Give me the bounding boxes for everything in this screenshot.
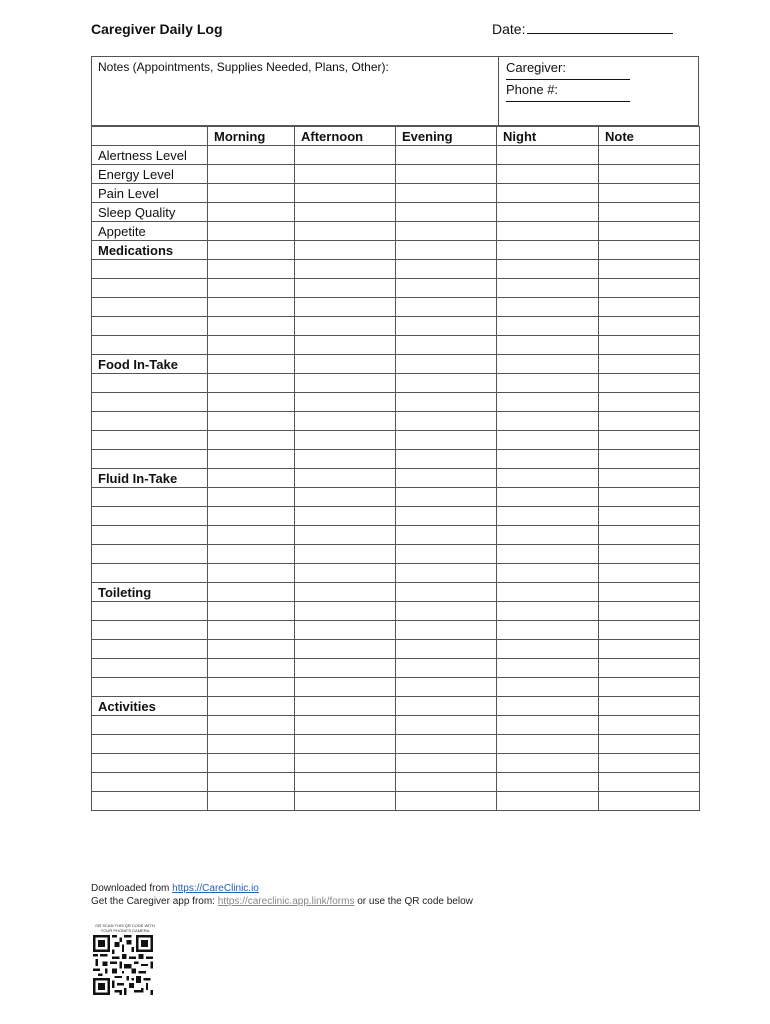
- entry-cell[interactable]: [599, 697, 700, 716]
- table-row: [92, 792, 700, 811]
- entry-cell[interactable]: [208, 526, 295, 545]
- table-row: [92, 374, 700, 393]
- entry-cell[interactable]: [295, 697, 396, 716]
- entry-cell[interactable]: [208, 621, 295, 640]
- entry-cell[interactable]: [208, 773, 295, 792]
- entry-cell[interactable]: [497, 621, 599, 640]
- entry-cell[interactable]: [396, 374, 497, 393]
- entry-cell[interactable]: [396, 203, 497, 222]
- entry-cell[interactable]: [295, 564, 396, 583]
- entry-cell[interactable]: [599, 298, 700, 317]
- entry-cell[interactable]: [396, 260, 497, 279]
- entry-cell[interactable]: [396, 393, 497, 412]
- table-row: [92, 716, 700, 735]
- entry-cell[interactable]: [599, 754, 700, 773]
- row-label-cell: Sleep Quality: [92, 203, 208, 222]
- entry-cell[interactable]: [295, 165, 396, 184]
- entry-cell[interactable]: [295, 317, 396, 336]
- table-row: [92, 602, 700, 621]
- qr-caption: OR SCAN THIS QR CODE WITH YOUR PHONE'S CAMERA: [95, 923, 155, 933]
- entry-cell[interactable]: [497, 450, 599, 469]
- entry-cell[interactable]: [208, 792, 295, 811]
- row-label-cell: Energy Level: [92, 165, 208, 184]
- entry-cell[interactable]: [396, 678, 497, 697]
- row-label-cell: Alertness Level: [92, 146, 208, 165]
- row-label-cell[interactable]: [92, 545, 208, 564]
- row-label-cell[interactable]: [92, 488, 208, 507]
- table-row: [92, 241, 700, 260]
- section-heading-cell: Fluid In-Take: [92, 469, 208, 488]
- table-row: [92, 507, 700, 526]
- entry-cell[interactable]: [497, 545, 599, 564]
- header-blank-cell: [92, 127, 208, 146]
- entry-cell[interactable]: [208, 754, 295, 773]
- entry-cell[interactable]: [599, 165, 700, 184]
- caregiver-label: Caregiver:: [506, 60, 566, 75]
- entry-cell[interactable]: [497, 507, 599, 526]
- entry-cell[interactable]: [396, 583, 497, 602]
- entry-cell[interactable]: [497, 146, 599, 165]
- entry-cell[interactable]: [599, 146, 700, 165]
- entry-cell[interactable]: [295, 602, 396, 621]
- table-row: [92, 640, 700, 659]
- entry-cell[interactable]: [208, 165, 295, 184]
- entry-cell[interactable]: [497, 165, 599, 184]
- row-label-cell[interactable]: [92, 260, 208, 279]
- entry-cell[interactable]: [599, 564, 700, 583]
- entry-cell[interactable]: [497, 393, 599, 412]
- entry-cell[interactable]: [599, 184, 700, 203]
- entry-cell[interactable]: [295, 792, 396, 811]
- table-row: [92, 279, 700, 298]
- entry-cell[interactable]: [295, 488, 396, 507]
- entry-cell[interactable]: [599, 716, 700, 735]
- entry-cell[interactable]: [396, 298, 497, 317]
- entry-cell[interactable]: [599, 507, 700, 526]
- entry-cell[interactable]: [396, 336, 497, 355]
- entry-cell[interactable]: [208, 355, 295, 374]
- table-row: [92, 165, 700, 184]
- caregiver-blank-line[interactable]: [506, 79, 630, 80]
- table-row: [92, 697, 700, 716]
- careclinic-link[interactable]: https://CareClinic.io: [172, 883, 259, 894]
- row-label-cell[interactable]: [92, 298, 208, 317]
- table-row: [92, 678, 700, 697]
- entry-cell[interactable]: [295, 735, 396, 754]
- row-label-cell[interactable]: [92, 393, 208, 412]
- entry-cell[interactable]: [599, 773, 700, 792]
- entry-cell[interactable]: [396, 412, 497, 431]
- entry-cell[interactable]: [208, 678, 295, 697]
- entry-cell[interactable]: [295, 260, 396, 279]
- entry-cell[interactable]: [295, 640, 396, 659]
- entry-cell[interactable]: [295, 469, 396, 488]
- entry-cell[interactable]: [497, 583, 599, 602]
- entry-cell[interactable]: [208, 374, 295, 393]
- entry-cell[interactable]: [497, 526, 599, 545]
- date-label: Date:: [492, 21, 526, 37]
- entry-cell[interactable]: [295, 583, 396, 602]
- entry-cell[interactable]: [396, 564, 497, 583]
- row-label-cell[interactable]: [92, 374, 208, 393]
- column-header-night: Night: [497, 127, 599, 146]
- row-label-cell[interactable]: [92, 792, 208, 811]
- table-row: [92, 184, 700, 203]
- entry-cell[interactable]: [599, 203, 700, 222]
- entry-cell[interactable]: [497, 602, 599, 621]
- table-row: [92, 469, 700, 488]
- entry-cell[interactable]: [295, 773, 396, 792]
- table-row: [92, 336, 700, 355]
- table-row: [92, 412, 700, 431]
- entry-cell[interactable]: [295, 203, 396, 222]
- table-row: [92, 222, 700, 241]
- row-label-cell[interactable]: [92, 412, 208, 431]
- entry-cell[interactable]: [208, 564, 295, 583]
- entry-cell[interactable]: [599, 469, 700, 488]
- entry-cell[interactable]: [599, 583, 700, 602]
- row-label-cell[interactable]: [92, 507, 208, 526]
- entry-cell[interactable]: [396, 697, 497, 716]
- entry-cell[interactable]: [396, 773, 497, 792]
- table-row: [92, 203, 700, 222]
- entry-cell[interactable]: [497, 640, 599, 659]
- entry-cell[interactable]: [208, 317, 295, 336]
- row-label-cell[interactable]: [92, 716, 208, 735]
- column-header-afternoon: Afternoon: [295, 127, 396, 146]
- row-label-cell[interactable]: [92, 678, 208, 697]
- table-row: [92, 488, 700, 507]
- entry-cell[interactable]: [208, 507, 295, 526]
- entry-cell[interactable]: [497, 678, 599, 697]
- entry-cell[interactable]: [208, 450, 295, 469]
- table-row: [92, 355, 700, 374]
- column-header-note: Note: [599, 127, 700, 146]
- entry-cell[interactable]: [295, 355, 396, 374]
- row-label-cell[interactable]: [92, 640, 208, 659]
- entry-cell[interactable]: [599, 526, 700, 545]
- entry-cell[interactable]: [599, 602, 700, 621]
- entry-cell[interactable]: [295, 374, 396, 393]
- entry-cell[interactable]: [208, 716, 295, 735]
- table-header-row: [92, 127, 700, 146]
- entry-cell[interactable]: [396, 279, 497, 298]
- row-label-cell[interactable]: [92, 450, 208, 469]
- column-header-morning: Morning: [208, 127, 295, 146]
- entry-cell[interactable]: [497, 336, 599, 355]
- entry-cell[interactable]: [396, 241, 497, 260]
- entry-cell[interactable]: [497, 697, 599, 716]
- entry-cell[interactable]: [497, 564, 599, 583]
- table-row: [92, 754, 700, 773]
- entry-cell[interactable]: [295, 450, 396, 469]
- entry-cell[interactable]: [599, 640, 700, 659]
- entry-cell[interactable]: [295, 716, 396, 735]
- entry-cell[interactable]: [396, 602, 497, 621]
- entry-cell[interactable]: [497, 260, 599, 279]
- table-row: [92, 393, 700, 412]
- entry-cell[interactable]: [295, 279, 396, 298]
- column-header-evening: Evening: [396, 127, 497, 146]
- entry-cell[interactable]: [396, 488, 497, 507]
- entry-cell[interactable]: [396, 146, 497, 165]
- entry-cell[interactable]: [599, 621, 700, 640]
- entry-cell[interactable]: [295, 431, 396, 450]
- entry-cell[interactable]: [295, 526, 396, 545]
- table-row: [92, 583, 700, 602]
- entry-cell[interactable]: [208, 412, 295, 431]
- entry-cell[interactable]: [208, 431, 295, 450]
- entry-cell[interactable]: [497, 792, 599, 811]
- table-row: [92, 773, 700, 792]
- entry-cell[interactable]: [396, 735, 497, 754]
- row-label-cell[interactable]: [92, 754, 208, 773]
- entry-cell[interactable]: [208, 735, 295, 754]
- entry-cell[interactable]: [396, 450, 497, 469]
- app-suffix: or use the QR code below: [354, 896, 473, 907]
- entry-cell[interactable]: [599, 545, 700, 564]
- qr-code-icon[interactable]: [93, 935, 153, 995]
- entry-cell[interactable]: [208, 222, 295, 241]
- entry-cell[interactable]: [396, 621, 497, 640]
- row-label-cell[interactable]: [92, 317, 208, 336]
- table-row: [92, 526, 700, 545]
- entry-cell[interactable]: [295, 621, 396, 640]
- entry-cell[interactable]: [599, 393, 700, 412]
- row-label-cell[interactable]: [92, 621, 208, 640]
- section-heading-cell: Medications: [92, 241, 208, 260]
- entry-cell[interactable]: [497, 412, 599, 431]
- entry-cell[interactable]: [497, 184, 599, 203]
- entry-cell[interactable]: [208, 184, 295, 203]
- table-row: [92, 431, 700, 450]
- section-heading-cell: Toileting: [92, 583, 208, 602]
- page-title: Caregiver Daily Log: [91, 21, 223, 37]
- entry-cell[interactable]: [599, 260, 700, 279]
- entry-cell[interactable]: [599, 678, 700, 697]
- entry-cell[interactable]: [208, 260, 295, 279]
- table-row: [92, 735, 700, 754]
- entry-cell[interactable]: [396, 640, 497, 659]
- entry-cell[interactable]: [295, 241, 396, 260]
- entry-cell[interactable]: [599, 659, 700, 678]
- entry-cell[interactable]: [497, 735, 599, 754]
- entry-cell[interactable]: [497, 355, 599, 374]
- entry-cell[interactable]: [599, 488, 700, 507]
- phone-label: Phone #:: [506, 82, 559, 97]
- entry-cell[interactable]: [208, 241, 295, 260]
- entry-cell[interactable]: [497, 659, 599, 678]
- entry-cell[interactable]: [208, 203, 295, 222]
- row-label-cell[interactable]: [92, 279, 208, 298]
- entry-cell[interactable]: [208, 602, 295, 621]
- entry-cell[interactable]: [396, 317, 497, 336]
- entry-cell[interactable]: [497, 298, 599, 317]
- entry-cell[interactable]: [599, 450, 700, 469]
- entry-cell[interactable]: [396, 431, 497, 450]
- entry-cell[interactable]: [497, 431, 599, 450]
- entry-cell[interactable]: [295, 545, 396, 564]
- entry-cell[interactable]: [396, 754, 497, 773]
- download-note: [91, 883, 259, 894]
- entry-cell[interactable]: [208, 469, 295, 488]
- entry-cell[interactable]: [295, 336, 396, 355]
- entry-cell[interactable]: [497, 241, 599, 260]
- entry-cell[interactable]: [599, 317, 700, 336]
- row-label-cell[interactable]: [92, 773, 208, 792]
- entry-cell[interactable]: [497, 203, 599, 222]
- entry-cell[interactable]: [599, 336, 700, 355]
- entry-cell[interactable]: [497, 279, 599, 298]
- entry-cell[interactable]: [599, 735, 700, 754]
- entry-cell[interactable]: [497, 773, 599, 792]
- row-label-cell[interactable]: [92, 602, 208, 621]
- entry-cell[interactable]: [396, 355, 497, 374]
- entry-cell[interactable]: [295, 507, 396, 526]
- date-field: [492, 21, 673, 37]
- table-row: [92, 260, 700, 279]
- entry-cell[interactable]: [295, 184, 396, 203]
- entry-cell[interactable]: [295, 393, 396, 412]
- row-label-cell: Pain Level: [92, 184, 208, 203]
- entry-cell[interactable]: [208, 393, 295, 412]
- entry-cell[interactable]: [497, 222, 599, 241]
- entry-cell[interactable]: [497, 716, 599, 735]
- entry-cell[interactable]: [208, 545, 295, 564]
- entry-cell[interactable]: [497, 469, 599, 488]
- entry-cell[interactable]: [396, 792, 497, 811]
- entry-cell[interactable]: [208, 583, 295, 602]
- app-forms-link[interactable]: https://careclinic.app.link/forms: [217, 896, 355, 907]
- table-row: [92, 564, 700, 583]
- entry-cell[interactable]: [396, 184, 497, 203]
- entry-cell[interactable]: [599, 431, 700, 450]
- table-row: [92, 450, 700, 469]
- entry-cell[interactable]: [396, 545, 497, 564]
- entry-cell[interactable]: [295, 146, 396, 165]
- entry-cell[interactable]: [497, 374, 599, 393]
- entry-cell[interactable]: [497, 754, 599, 773]
- entry-cell[interactable]: [599, 412, 700, 431]
- entry-cell[interactable]: [599, 241, 700, 260]
- table-row: [92, 146, 700, 165]
- entry-cell[interactable]: [208, 640, 295, 659]
- row-label-cell[interactable]: [92, 735, 208, 754]
- entry-cell[interactable]: [295, 298, 396, 317]
- table-row: [92, 317, 700, 336]
- entry-cell[interactable]: [396, 222, 497, 241]
- entry-cell[interactable]: [497, 488, 599, 507]
- entry-cell[interactable]: [396, 165, 497, 184]
- entry-cell[interactable]: [295, 659, 396, 678]
- entry-cell[interactable]: [295, 222, 396, 241]
- table-row: [92, 659, 700, 678]
- entry-cell[interactable]: [396, 659, 497, 678]
- row-label-cell[interactable]: [92, 526, 208, 545]
- entry-cell[interactable]: [208, 488, 295, 507]
- entry-cell[interactable]: [208, 336, 295, 355]
- row-label-cell[interactable]: [92, 431, 208, 450]
- date-blank-line[interactable]: [527, 21, 673, 34]
- entry-cell[interactable]: [396, 469, 497, 488]
- table-row: [92, 621, 700, 640]
- entry-cell[interactable]: [295, 754, 396, 773]
- app-note: [91, 896, 473, 907]
- app-prefix: Get the Caregiver app from:: [91, 896, 218, 907]
- entry-cell[interactable]: [599, 374, 700, 393]
- table-row: [92, 298, 700, 317]
- entry-cell[interactable]: [396, 526, 497, 545]
- entry-cell[interactable]: [396, 716, 497, 735]
- entry-cell[interactable]: [208, 146, 295, 165]
- entry-cell[interactable]: [599, 222, 700, 241]
- entry-cell[interactable]: [599, 279, 700, 298]
- row-label-cell[interactable]: [92, 564, 208, 583]
- entry-cell[interactable]: [295, 678, 396, 697]
- row-label-cell: Appetite: [92, 222, 208, 241]
- entry-cell[interactable]: [208, 697, 295, 716]
- section-heading-cell: Food In-Take: [92, 355, 208, 374]
- entry-cell[interactable]: [208, 279, 295, 298]
- daily-log-table: [91, 126, 700, 811]
- notes-box[interactable]: [91, 56, 699, 126]
- entry-cell[interactable]: [396, 507, 497, 526]
- caregiver-box: [498, 57, 700, 125]
- entry-cell[interactable]: [295, 412, 396, 431]
- entry-cell[interactable]: [599, 355, 700, 374]
- entry-cell[interactable]: [599, 792, 700, 811]
- row-label-cell[interactable]: [92, 659, 208, 678]
- table-row: [92, 545, 700, 564]
- entry-cell[interactable]: [208, 659, 295, 678]
- section-heading-cell: Activities: [92, 697, 208, 716]
- notes-label: Notes (Appointments, Supplies Needed, Plans, Other):: [98, 60, 389, 74]
- phone-blank-line[interactable]: [506, 101, 630, 102]
- download-prefix: Downloaded from: [91, 883, 173, 894]
- entry-cell[interactable]: [497, 317, 599, 336]
- row-label-cell[interactable]: [92, 336, 208, 355]
- entry-cell[interactable]: [208, 298, 295, 317]
